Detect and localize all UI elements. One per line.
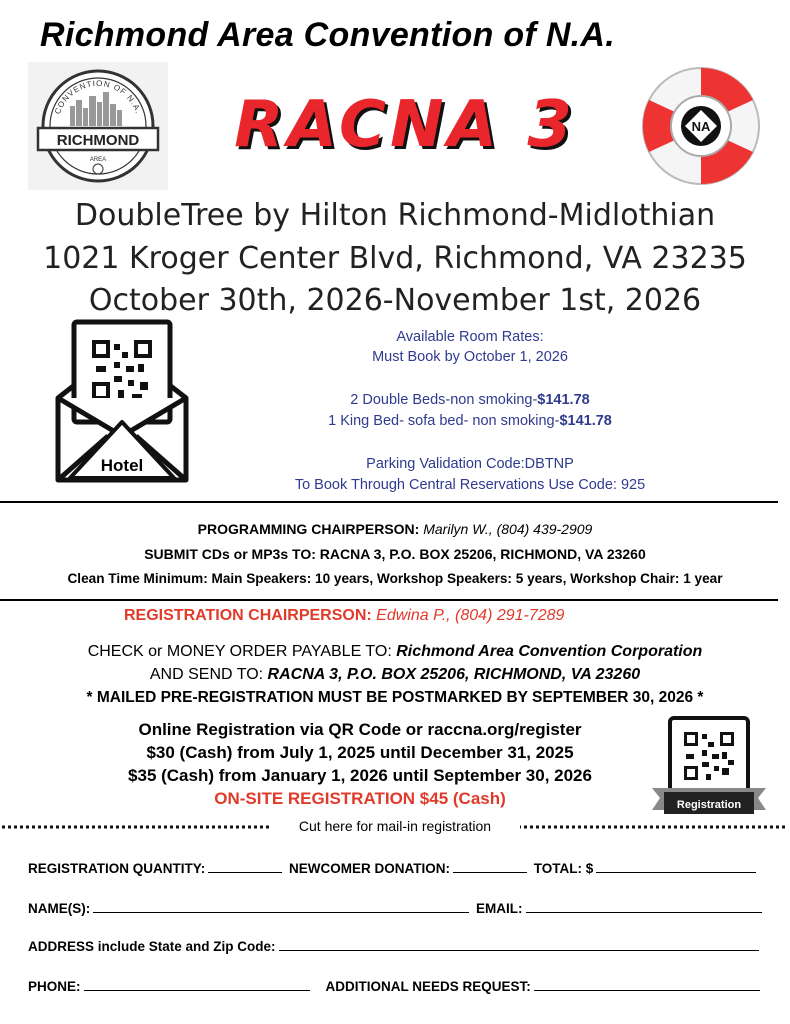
names-field[interactable] (93, 900, 469, 913)
address-label: ADDRESS include State and Zip Code: (28, 939, 276, 954)
needs-label: ADDITIONAL NEEDS REQUEST: (325, 979, 531, 994)
email-field[interactable] (526, 900, 762, 913)
needs-field[interactable] (534, 978, 760, 991)
price-early: $30 (Cash) from July 1, 2025 until December 31, 2025 (146, 743, 574, 762)
rate-king (230, 413, 710, 429)
na-lifebuoy-logo (632, 60, 770, 198)
form-row-address (28, 938, 762, 954)
quantity-field[interactable] (208, 860, 282, 873)
online-registration: Online Registration via QR Code or raccna.org/register (138, 720, 582, 739)
send-value: RACNA 3, P.O. BOX 25206, RICHMOND, VA 23260 (267, 666, 641, 683)
quantity-label: REGISTRATION QUANTITY: (28, 861, 206, 876)
reservation-code: To Book Through Central Reservations Use Code: 925 (294, 477, 646, 493)
total-label: TOTAL: $ (533, 861, 594, 876)
names-label: NAME(S): (28, 901, 91, 916)
event-name: RACNA 3 (234, 88, 576, 162)
venue-name: DoubleTree by Hilton Richmond-Midlothian (74, 198, 716, 233)
price-late: $35 (Cash) from January 1, 2026 until September 30, 2026 (128, 766, 592, 785)
rate-king-label: 1 King Bed- sofa bed- non smoking- (328, 413, 560, 429)
qr-label: Registration (676, 799, 742, 811)
clean-time: Clean Time Minimum: Main Speakers: 10 years, Workshop Speakers: 5 years, Workshop Chair: 1 year (67, 571, 723, 586)
form-row-quantity (28, 860, 759, 876)
divider (0, 599, 778, 601)
phone-field[interactable] (84, 978, 310, 991)
form-row-names (28, 900, 765, 916)
donation-field[interactable] (453, 860, 527, 873)
convention-title: Richmond Area Convention of N.A. (40, 16, 616, 54)
address-field[interactable] (279, 938, 759, 951)
cut-label: Cut here for mail-in registration (270, 818, 520, 834)
event-dates: October 30th, 2026-November 1st, 2026 (88, 283, 702, 318)
hotel-envelope-icon (52, 318, 192, 486)
registration-chair-value: Edwina P., (804) 291-7289 (376, 607, 565, 624)
hotel-icon-label: Hotel (100, 456, 144, 475)
logo-top-text: CONVENTION OF N.A. (52, 78, 144, 116)
rate-double-price: $141.78 (537, 392, 590, 408)
venue-address: 1021 Kroger Center Blvd, Richmond, VA 23235 (43, 241, 747, 276)
programming-chair-label: PROGRAMMING CHAIRPERSON: (197, 521, 420, 537)
rates-heading: Available Room Rates: (396, 329, 544, 345)
programming-chair-value: Marilyn W., (804) 439-2909 (423, 521, 593, 537)
rate-double (230, 392, 710, 408)
submit-address: SUBMIT CDs or MP3s TO: RACNA 3, P.O. BOX 25206, RICHMOND, VA 23260 (144, 546, 646, 562)
svg-text:NA: NA (691, 119, 711, 134)
programming-chair (0, 521, 790, 537)
form-row-phone (28, 978, 763, 994)
payable-value: Richmond Area Convention Corporation (396, 643, 703, 660)
send-to (0, 666, 790, 684)
richmond-area-logo (28, 62, 168, 190)
logo-band-text: RICHMOND (56, 132, 140, 149)
phone-label: PHONE: (28, 979, 81, 994)
registration-qr-code[interactable] (650, 716, 768, 820)
send-label: AND SEND TO: (149, 666, 264, 683)
donation-label: NEWCOMER DONATION: (289, 861, 451, 876)
onsite-price: ON-SITE REGISTRATION $45 (Cash) (214, 789, 506, 808)
parking-code: Parking Validation Code:DBTNP (366, 456, 574, 472)
divider (0, 501, 778, 503)
book-by: Must Book by October 1, 2026 (372, 349, 568, 365)
rate-double-label: 2 Double Beds-non smoking- (350, 392, 538, 408)
registration-chair-label: REGISTRATION CHAIRPERSON: (124, 607, 372, 624)
email-label: EMAIL: (476, 901, 523, 916)
postmark-notice: * MAILED PRE-REGISTRATION MUST BE POSTMARKED BY SEPTEMBER 30, 2026 * (86, 689, 704, 706)
logo-bottom-text: AREA (89, 157, 107, 163)
rate-king-price: $141.78 (559, 413, 612, 429)
registration-chair (124, 607, 564, 625)
payable-label: CHECK or MONEY ORDER PAYABLE TO: (87, 643, 392, 660)
payable-to (0, 643, 790, 661)
total-field[interactable] (596, 860, 756, 873)
